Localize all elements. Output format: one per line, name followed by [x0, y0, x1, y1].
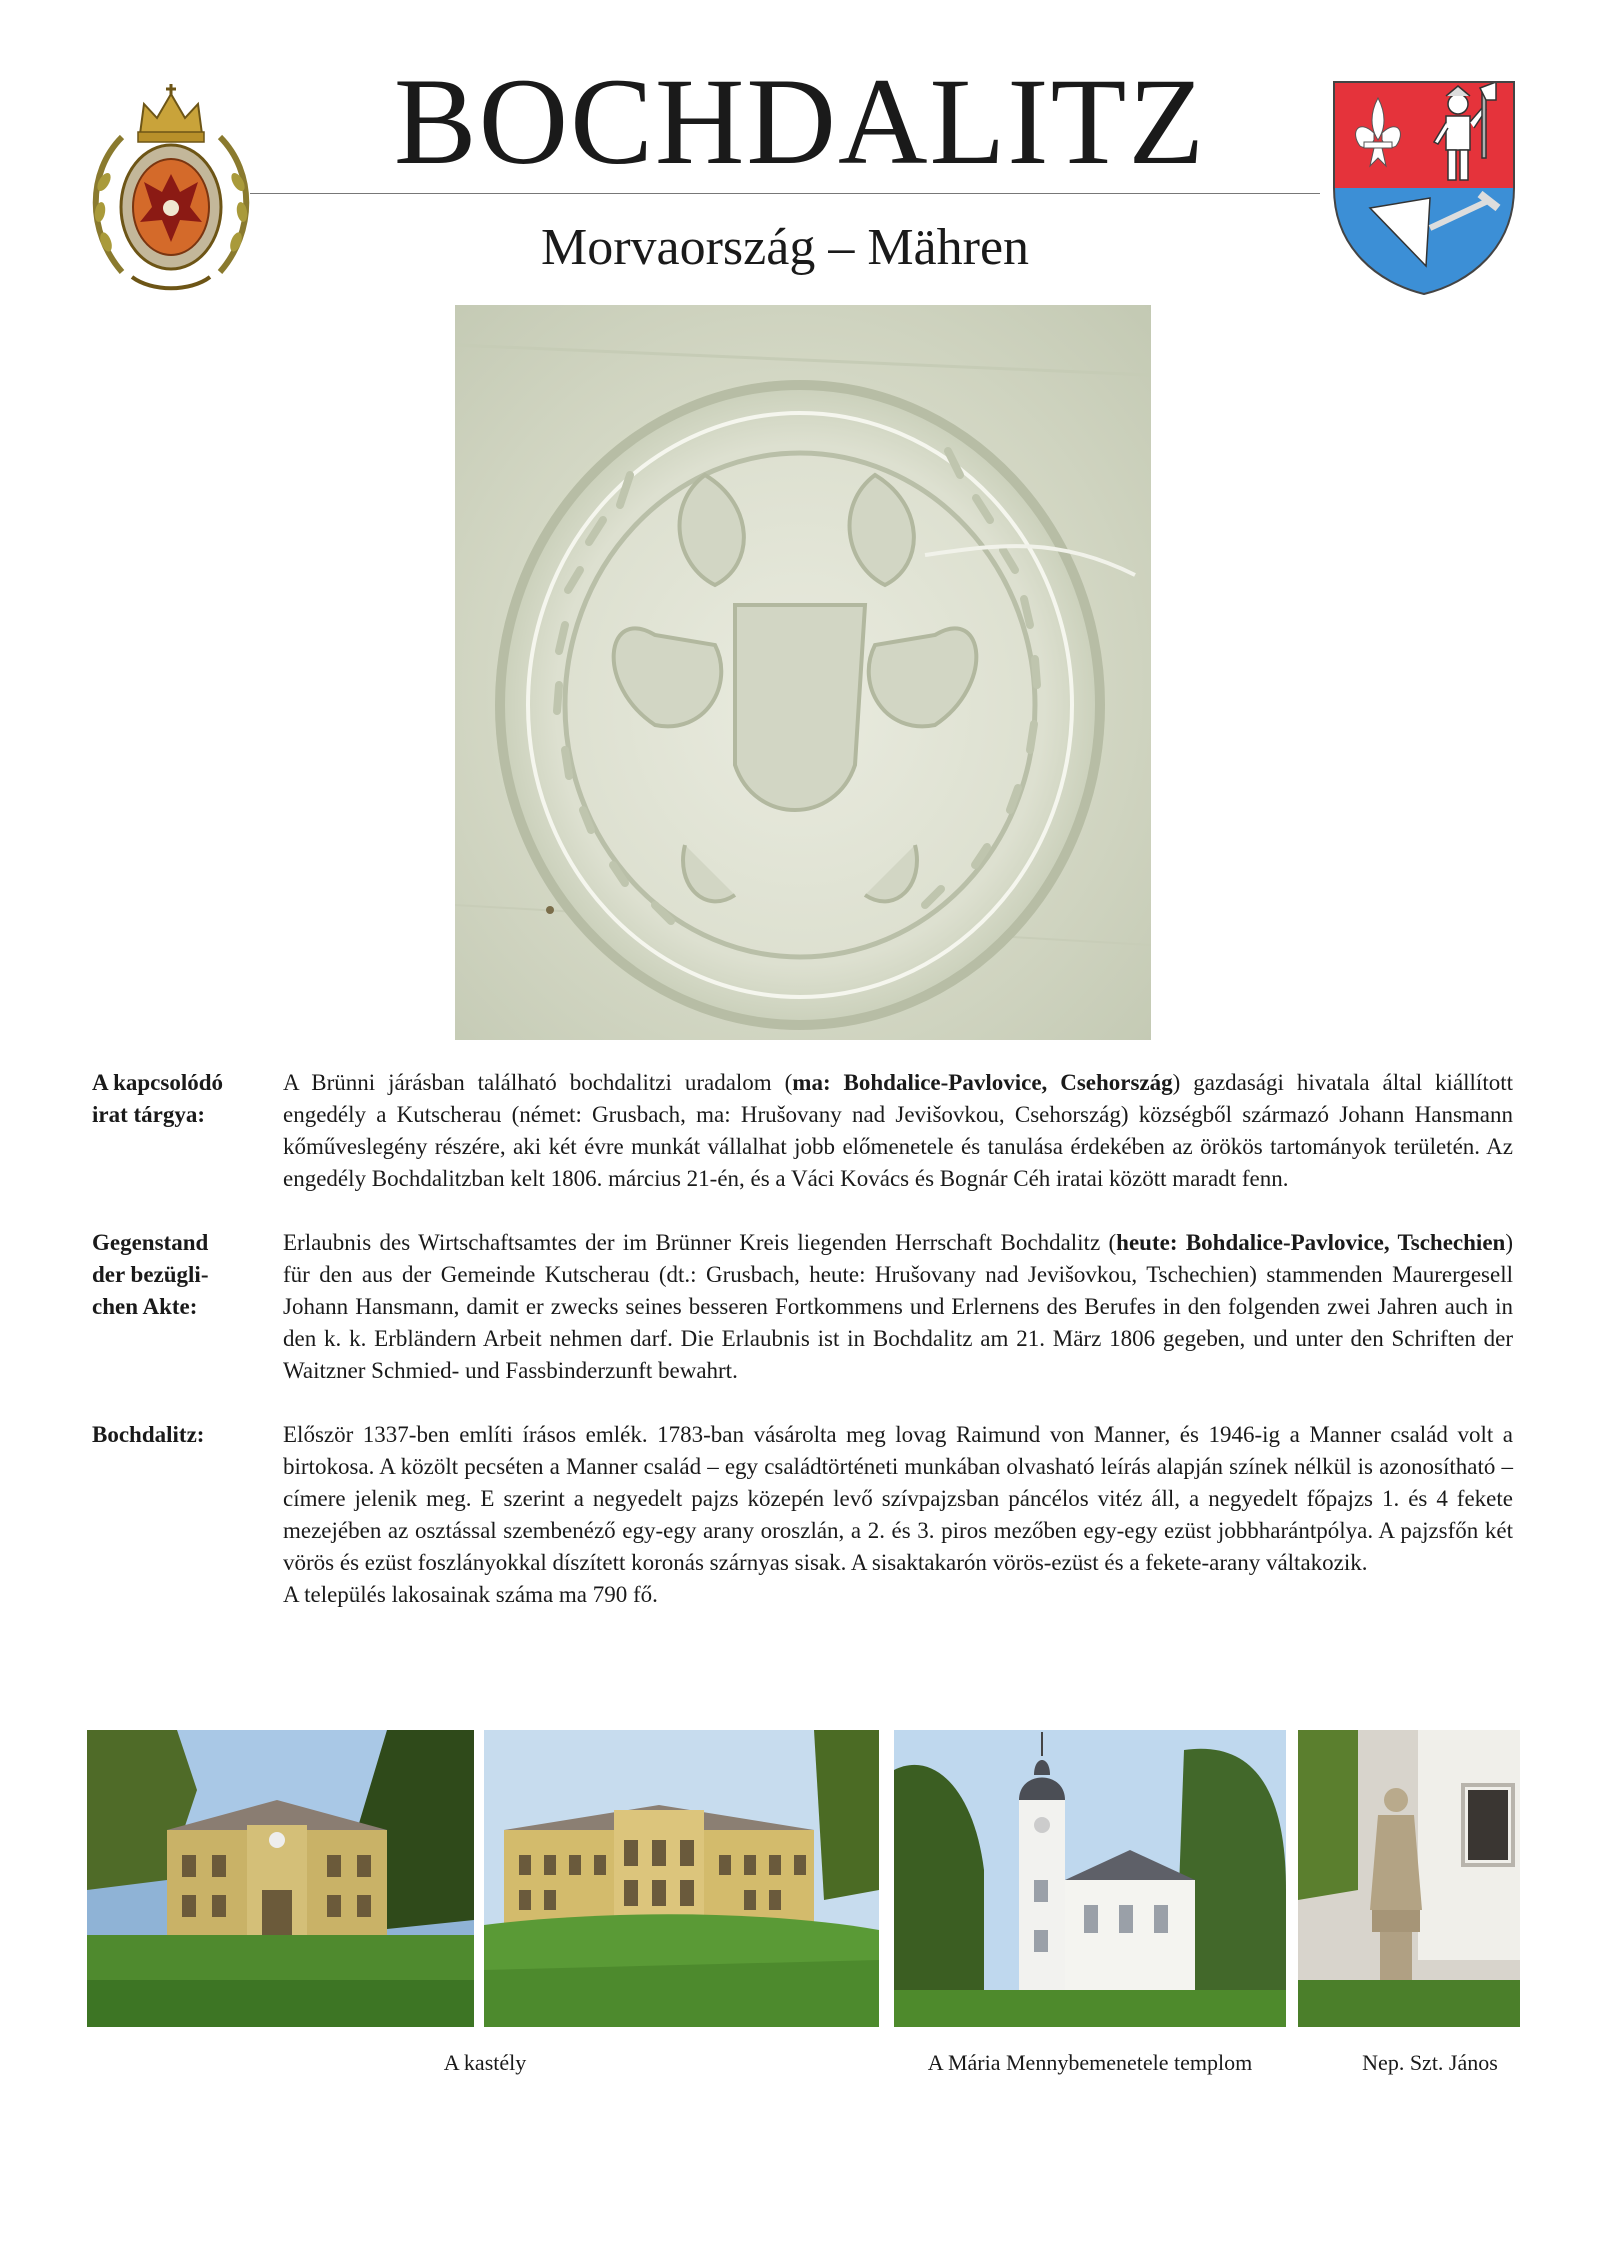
label-bochdalitz: Bochdalitz:	[92, 1422, 205, 1447]
castle-photo-2	[484, 1730, 879, 2027]
page-subtitle: Morvaország – Mähren	[540, 219, 1030, 276]
paragraph-de: Erlaubnis des Wirtschaftsamtes der im Brünner Kreis liegenden Herrschaft Bochdalitz (heute: Bohdalice-Pavlovice, Tschechien) für den aus der Gemeinde Kutscherau (dt.: Grusbach, heute: Hrušovany nad Jevišovkou, Tschechien) stammenden Maurergesell Johann Hansmann, damit er zwecks seines besseren Fortkommens und Erlernens des Berufes in den folgenden zwei Jahren auch in den k. k. Erbländern Arbeit nehmen darf. Die Erlaubnis ist in Bochdalitz am 21. März 1806 gegeben, und unter den Schriften der Waitzner Schmied- und Fassbinderzunft bewahrt.	[283, 1230, 1513, 1383]
paragraph-hu: A Brünni járásban található bochdalitzi uradalom (ma: Bohdalice-Pavlovice, Csehország) gazdasági hivatala által kiállított engedély a Kutscherau (német: Grusbach, ma: Hrušovany nad Jevišovkou, Csehország) községből származó Johann Hansmann kőműveslegény részére, aki két évre munkát vállalhat jobb előmenetele és tanulása érdekében az örökös tartományok területén. Az engedély Bochdalitzban kelt 1806. március 21-én, és a Váci Kovács és Bognár Céh iratai között maradt fenn.	[283, 1070, 1513, 1191]
austrian-crest-icon	[82, 82, 260, 298]
label-de: Gegenstand der bezügli- chen Akte:	[92, 1230, 209, 1319]
bochdalice-coat-of-arms-icon	[1330, 78, 1518, 298]
wax-seal-photo	[455, 305, 1151, 1040]
title-divider	[250, 193, 1320, 194]
population-line: A település lakosainak száma ma 790 fő.	[283, 1582, 658, 1607]
label-hu: A kapcsolódó irat tárgya:	[92, 1070, 224, 1127]
church-photo	[894, 1730, 1286, 2027]
caption-statue: Nep. Szt. János	[1362, 2050, 1498, 2075]
caption-castle: A kastély	[443, 2050, 527, 2075]
statue-photo	[1298, 1730, 1520, 2027]
paragraph-bochdalitz: Először 1337-ben említi írásos emlék. 1783-ban vásárolta meg lovag Raimund von Manner, és 1946-ig a Manner család volt a birtokosa. A közölt pecséten a Manner család – egy családtörténeti munkában olvasható leírás alapján színek nélkül is azonosítható – címere jelenik meg. E szerint a negyedelt pajzs közepén levő szívpajzsban páncélos vitéz áll, a negyedelt főpajzs 1. és 4 fekete mezejében az osztással szembenéző egy-egy arany oroszlán, a 2. és 3. piros mezőben egy-egy ezüst jobbharántpólya. A pajzsfőn két vörös és ezüst foszlányokkal díszített koronás szárnyas sisak. A sisaktakarón vörös-ezüst és a fekete-arany váltakozik. A település lakosainak száma ma 790 fő.	[283, 1419, 1513, 1611]
castle-photo-1	[87, 1730, 474, 2027]
page-title: BOCHDALITZ	[393, 53, 1207, 190]
caption-church: A Mária Mennybemenetele templom	[927, 2050, 1253, 2075]
